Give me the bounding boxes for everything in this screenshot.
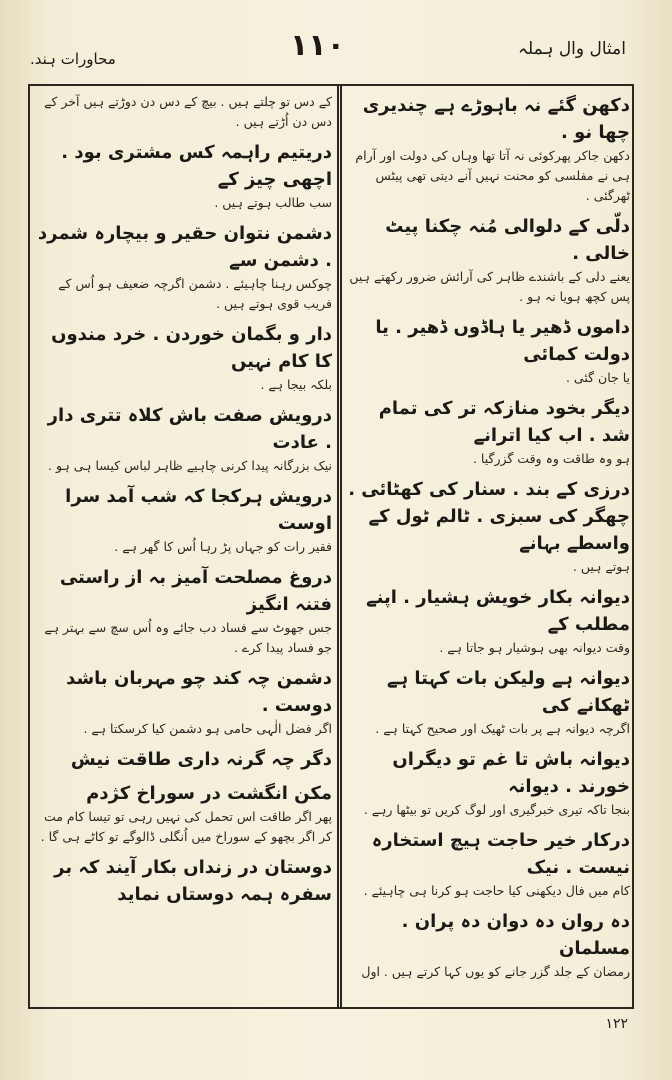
proverb-headword: مکن انگشت در سوراخ کژدم [86,783,332,804]
proverb-gloss: رمضان کے جلد گزر جانے کو یوں کہا کرتے ہیں . اول [361,964,630,979]
proverb-headword: داموں ڈھیر یا ہاڈوں ڈھیر . یا دولت کمائی [375,317,630,365]
proverb-entry [348,213,630,307]
proverb-entry [348,908,630,982]
proverb-headword: دہ روان دہ دوان دہ پران . مسلمان [401,911,630,959]
proverb-headword: دشمن چہ کند چو مہربان باشد دوست . [66,668,332,716]
page-header [0,28,672,78]
proverb-entry [348,314,630,388]
proverb-entry [36,746,332,773]
proverb-gloss: ہوتے ہیں . [572,559,630,574]
proverb-headword: دوستان در زنداں بکار آیند کہ بر سفرہ ہمہ دوستاں نماید [54,857,332,905]
proverb-gloss: دکھن جاکر پھرکوئی نہ آتا تھا وہاں کی دولت اور آرام ہی نے مفلسی کو محنت نہیں آنے دیتی تھی پیٹس ٹھرگئی . [355,148,630,203]
proverb-gloss: نیک بزرگانہ پیدا کرنی چاہیے ظاہر لباس کیسا ہی ہو . [48,458,332,473]
page-number-top: ۱۱۰ [290,28,345,63]
proverb-entry [348,395,630,469]
proverb-gloss: یا جان گئی . [565,370,630,385]
proverb-gloss: پھر اگر طاقت اس تحمل کی نہیں رہی تو تیسا کام مت کر اگر بچھو کے سوراخ میں اُنگلی ڈالوگے تو کاٹے ہی گا . [40,809,332,844]
proverb-entry [348,746,630,820]
left-column [36,92,332,1002]
column-divider [337,84,342,1009]
proverb-gloss: وقت دیوانہ بھی ہوشیار ہو جاتا ہے . [439,640,630,655]
running-title: امثال وال ہملہ [518,39,626,59]
proverb-headword: دیگر بخود منازکہ تر کی تمام شد . اب کیا اترانے [378,398,630,446]
proverb-headword: درکار خیر حاجت ہیچ استخارہ نیست . نیک [371,830,630,878]
proverb-headword: دشمن نتوان حقیر و بیچارہ شمرد . دشمن سے [37,223,332,271]
proverb-entry [348,584,630,658]
proverb-gloss: سب طالب ہوتے ہیں . [214,195,332,210]
right-column [348,92,630,1002]
proverb-headword: دگر چہ گرنہ داری طاقت نیش [70,749,332,770]
proverb-entry [348,476,630,577]
proverb-gloss: کے دس تو چلتے ہیں . بیچ کے دس دن دوڑتے ہیں آخر کے دس دن اُڑتے ہیں . [44,94,332,129]
proverb-gloss: اگر فضل الٰہی حامی ہو دشمن کیا کرسکتا ہے . [83,721,332,736]
proverb-entry [348,665,630,739]
proverb-gloss: اگرچہ دیوانہ ہے پر بات ٹھیک اور صحیح کہتا ہے . [375,721,630,736]
proverb-headword: دیوانہ بکار خویش ہشیار . اپنے مطلب کے [366,587,630,635]
proverb-gloss: چوکس رہنا چاہیئے . دشمن اگرچہ ضعیف ہو اُس کے فریب قوی ہوتے ہیں . [58,276,332,311]
proverb-headword: درویش ہرکجا کہ شب آمد سرا اوست [65,486,332,534]
proverb-entry [36,483,332,557]
proverb-headword: درویش صفت باش کلاہ تتری دار . عادت [47,405,332,453]
proverb-entry [348,827,630,901]
page-number-bottom: ۱۲۲ [605,1016,628,1032]
proverb-gloss: ہو وہ طاقت وہ وقت گزرگیا . [472,451,630,466]
proverb-entry [348,92,630,206]
proverb-headword: دروغ مصلحت آمیز بہ از راستی فتنہ انگیز [59,567,332,615]
proverb-gloss: بنجا تاکہ تیری خبرگیری اور لوگ کریں تو بیٹھا رہے . [363,802,630,817]
proverb-gloss: کام میں فال دیکھنی کیا حاجت ہو کرنا ہی چاہیئے . [363,883,630,898]
proverb-headword: دریتیم راہمہ کس مشتری بود . اچھی چیز کے [61,142,332,190]
proverb-gloss: یعنے دلی کے باشندے ظاہر کی آرائش ضرور رکھتے ہیں پس کچھ ہویا نہ ہو . [349,269,630,304]
proverb-headword: دیوانہ ہے ولیکن بات کہتا ہے ٹھکانے کی [387,668,630,716]
section-title: محاورات ہند. [30,50,116,68]
proverb-headword: دیوانہ باش تا غم تو دیگراں خورند . دیوانہ [392,749,630,797]
proverb-entry [36,321,332,395]
proverb-entry [36,92,332,132]
proverb-headword: درزی کے بند . سنار کی کھٹائی . چھگر کی سبزی . ٹالم ٹول کے واسطے بہانے [348,479,630,554]
proverb-headword: دار و بگمان خوردن . خرد مندوں کا کام نہیں [51,324,332,372]
proverb-entry [36,780,332,847]
proverb-gloss: جس جھوٹ سے فساد دب جائے وہ اُس سچ سے بہتر ہے جو فساد پیدا کرے . [44,620,332,655]
proverb-gloss: فقیر رات کو جہاں پڑ رہا اُس کا گھر ہے . [114,539,332,554]
proverb-entry [36,402,332,476]
proverb-headword: دکھن گئے نہ باہوڑے ہے چندیری چھا نو . [362,95,630,143]
proverb-entry [36,564,332,658]
proverb-entry [36,220,332,314]
proverb-gloss: بلکہ بیجا ہے . [260,377,332,392]
proverb-headword: دلّی کے دلوالی مُنہ چکنا پیٹ خالی . [385,216,630,264]
proverb-entry [36,139,332,213]
proverb-entry [36,665,332,739]
proverb-entry [36,854,332,908]
